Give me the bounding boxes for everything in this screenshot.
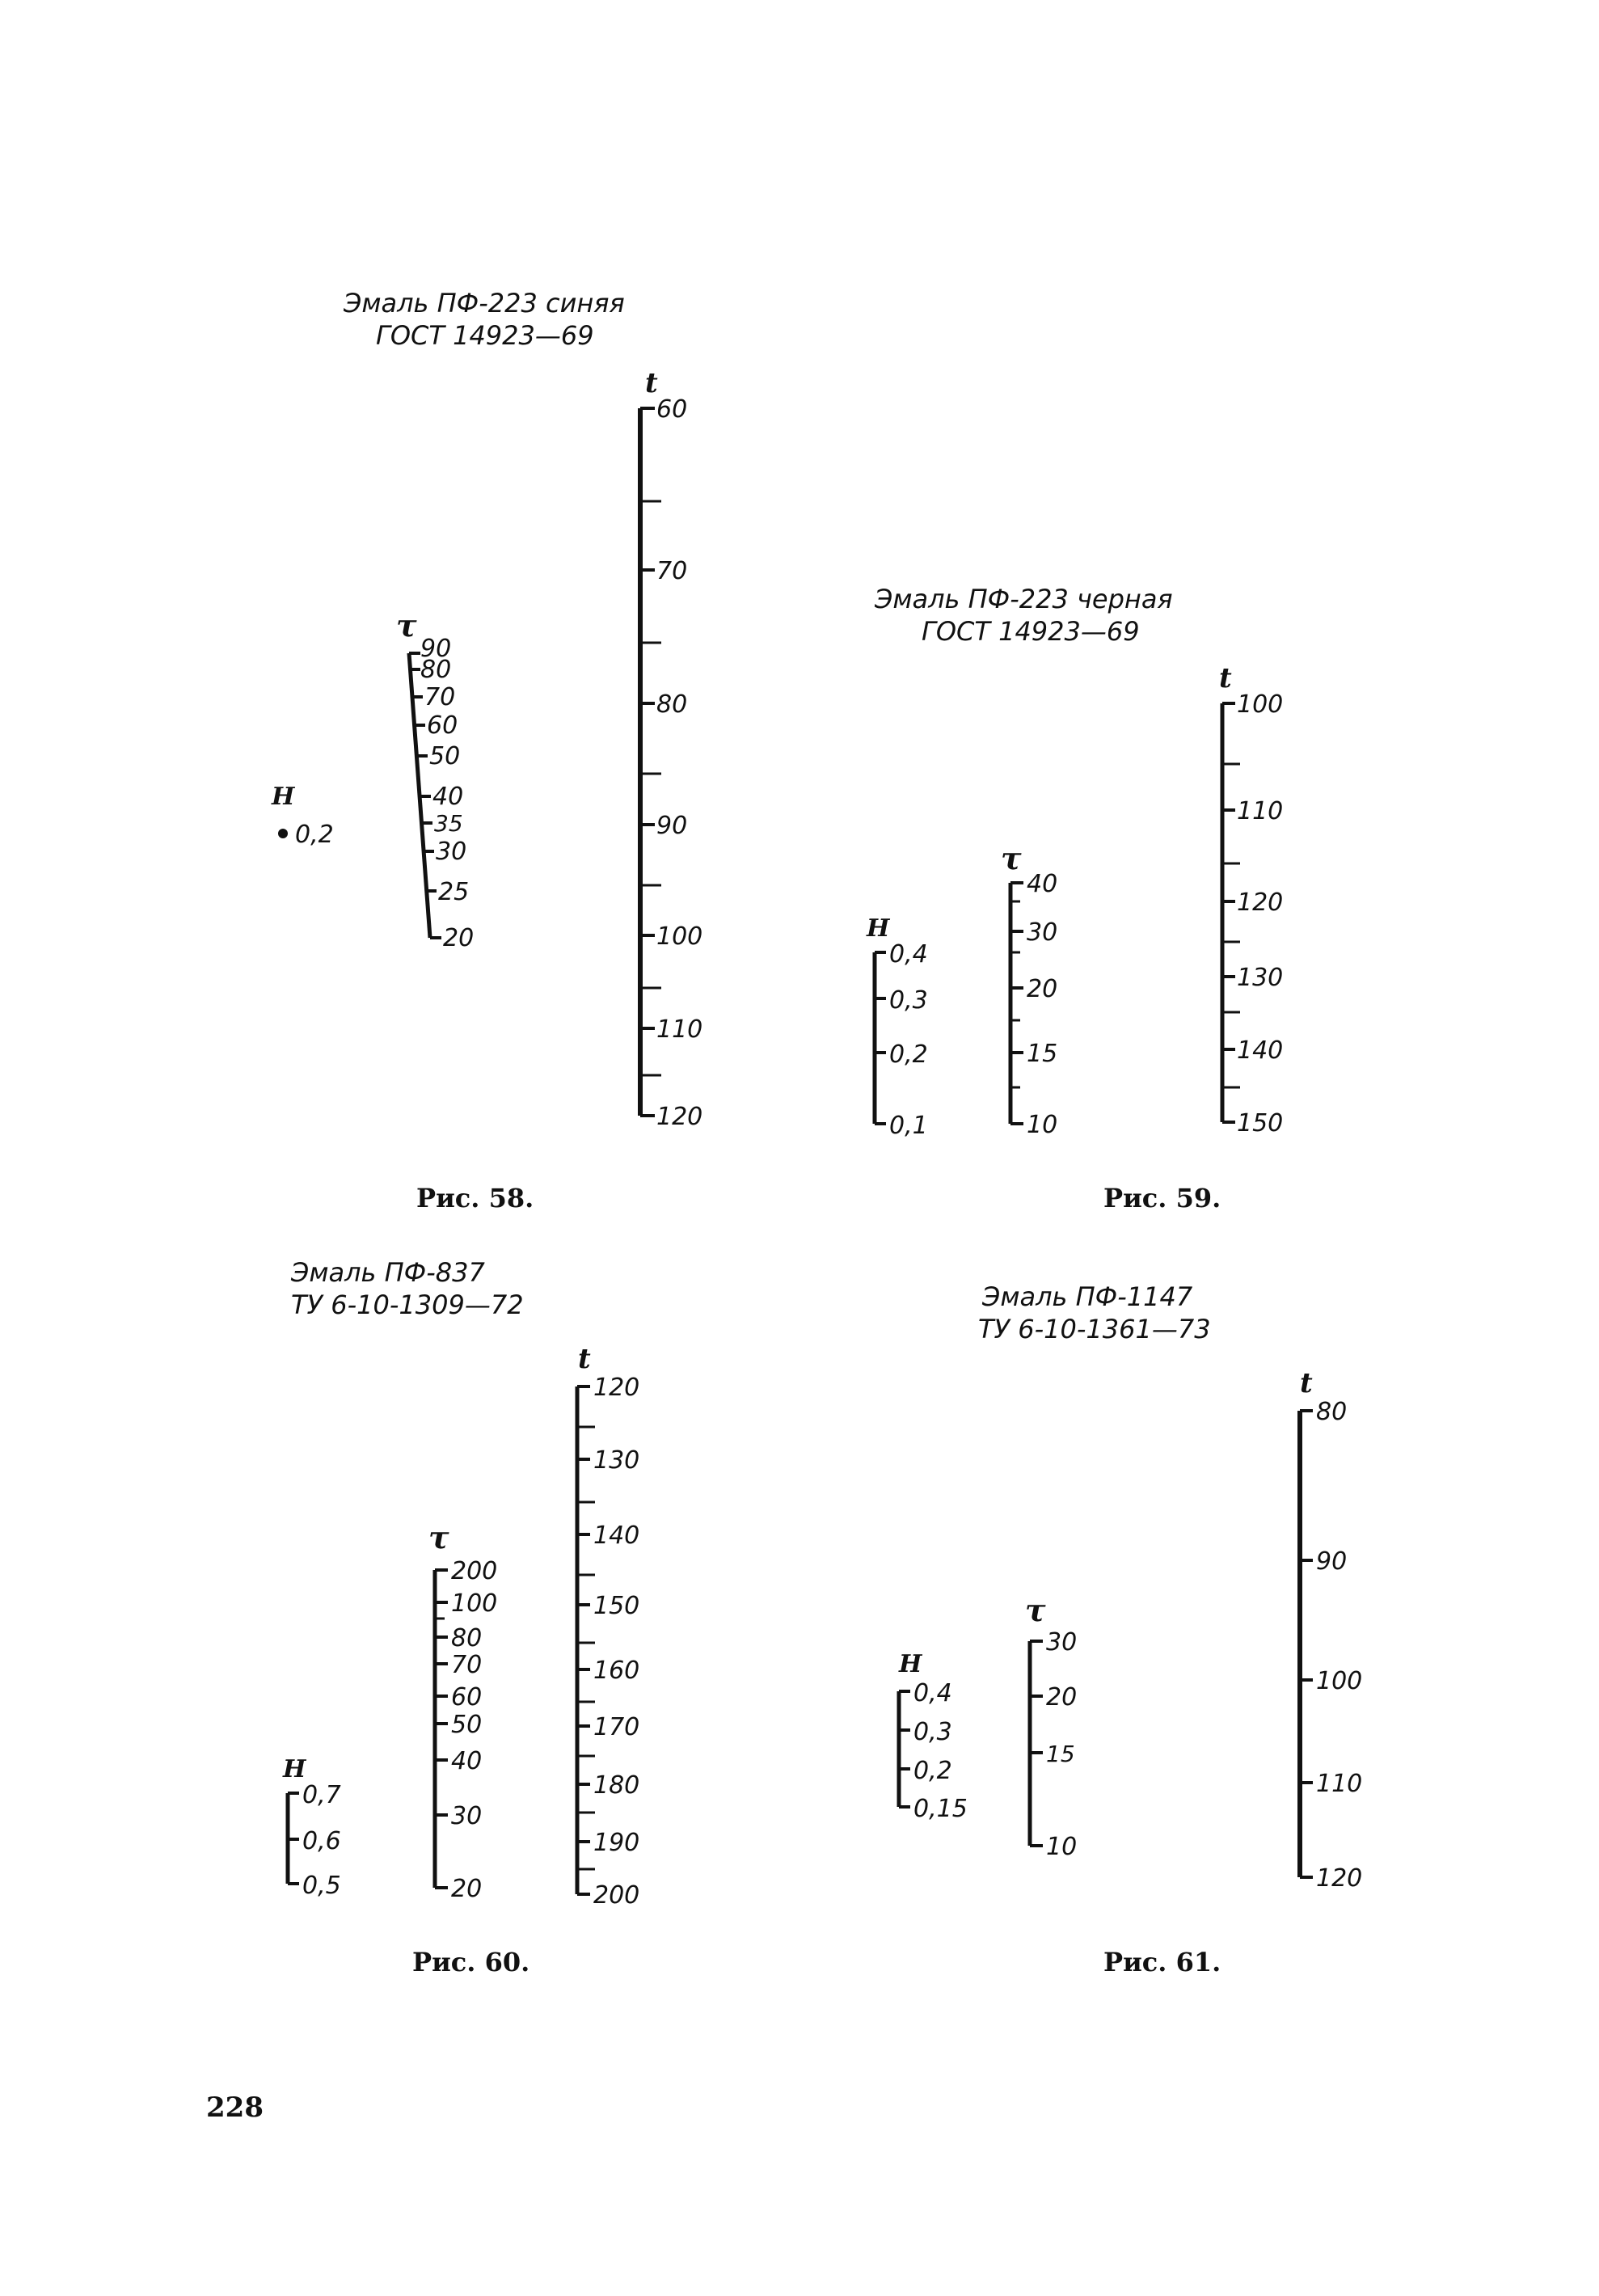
tick-label: 140 — [1237, 1036, 1284, 1065]
tick-label: 130 — [1237, 964, 1284, 992]
axis-symbol: τ — [428, 1519, 449, 1555]
caption-line: ТУ 6-10-1309—72 — [291, 1289, 524, 1320]
caption-line: ТУ 6-10-1361—73 — [978, 1314, 1211, 1344]
point-marker — [278, 829, 288, 838]
tick-label: 100 — [1316, 1667, 1363, 1695]
tick-label: 80 — [420, 656, 452, 684]
tick-label: 90 — [656, 812, 688, 840]
tick-label: 120 — [1316, 1864, 1363, 1893]
tick-label: 110 — [656, 1015, 703, 1044]
caption-line: Эмаль ПФ-1147 — [982, 1281, 1193, 1312]
tick-label: 15 — [1027, 1040, 1058, 1068]
tick-label: 160 — [593, 1657, 640, 1685]
h-scale-60-ticks — [288, 1781, 341, 1900]
tick-label: 40 — [1027, 870, 1058, 898]
axis-symbol: H — [867, 914, 890, 943]
tick-label: 0,2 — [295, 821, 334, 849]
tick-label: 120 — [656, 1103, 703, 1131]
axis-symbol: τ — [1025, 1592, 1046, 1628]
tick-label: 0,7 — [302, 1781, 341, 1809]
figure-label: Рис. 58. — [416, 1183, 534, 1213]
tick-label: 25 — [438, 878, 470, 906]
tick-label: 20 — [1027, 975, 1058, 1003]
figure-label: Рис. 61. — [1103, 1947, 1221, 1977]
tick-label: 0,5 — [302, 1872, 341, 1900]
tau-scale-59-ticks — [1010, 870, 1057, 1139]
tick-label: 20 — [1046, 1683, 1078, 1711]
figure-60 — [282, 1257, 639, 1977]
caption-line: Эмаль ПФ-223 синяя — [344, 288, 625, 319]
tick-label: 0,15 — [913, 1795, 968, 1823]
tick-label: 120 — [593, 1374, 640, 1402]
tick-label: 35 — [434, 810, 463, 837]
tick-label: 30 — [436, 838, 467, 866]
tick-label: 100 — [1237, 690, 1284, 719]
figure-58 — [271, 288, 702, 1213]
tick-label: 150 — [1237, 1109, 1284, 1137]
tick-label: 200 — [593, 1881, 640, 1910]
tick-label: 30 — [1027, 918, 1058, 947]
tick-label: 0,3 — [889, 986, 928, 1015]
tau-scale-61-ticks — [1030, 1628, 1077, 1861]
axis-symbol: τ — [396, 607, 417, 644]
tick-label: 0,3 — [913, 1718, 952, 1746]
axis-symbol: t — [645, 367, 658, 399]
tick-label: 180 — [593, 1771, 640, 1800]
axis-symbol: H — [283, 1755, 306, 1783]
tick-label: 90 — [420, 635, 452, 663]
tick-label: 170 — [593, 1713, 640, 1741]
tick-label: 110 — [1316, 1770, 1363, 1798]
tick-label: 30 — [1046, 1628, 1078, 1657]
tick-label: 0,6 — [302, 1827, 341, 1855]
caption-line: ГОСТ 14923—69 — [376, 320, 594, 351]
tick-label: 10 — [1046, 1833, 1078, 1861]
tick-label: 0,2 — [913, 1757, 952, 1785]
caption-line: Эмаль ПФ-837 — [291, 1257, 485, 1288]
tick-label: 40 — [432, 783, 464, 811]
tick-label: 60 — [427, 711, 458, 740]
tick-label: 40 — [451, 1747, 483, 1775]
figure-label: Рис. 60. — [412, 1947, 530, 1977]
tick-label: 120 — [1237, 888, 1284, 917]
tick-label: 0,2 — [889, 1040, 928, 1069]
tau-scale-60-ticks — [435, 1557, 497, 1903]
figure-59 — [866, 584, 1283, 1213]
tick-label: 130 — [593, 1446, 640, 1475]
axis-symbol: H — [899, 1650, 922, 1678]
axis-symbol: τ — [1001, 840, 1022, 876]
page-number: 228 — [206, 2091, 264, 2124]
t-scale-59-ticks — [1222, 690, 1283, 1137]
tick-label: 190 — [593, 1829, 640, 1857]
caption-line: ГОСТ 14923—69 — [922, 616, 1140, 647]
tick-label: 20 — [451, 1875, 483, 1903]
tick-label: 0,4 — [889, 940, 928, 969]
tick-label: 150 — [593, 1592, 640, 1620]
axis-symbol: t — [578, 1343, 591, 1375]
tick-label: 0,1 — [889, 1112, 928, 1140]
h-scale-59-ticks — [875, 940, 928, 1140]
axis-symbol: H — [272, 783, 295, 811]
tick-label: 90 — [1316, 1547, 1348, 1576]
h-scale-61-ticks — [899, 1679, 968, 1823]
axis-symbol: t — [1219, 662, 1232, 694]
caption-line: Эмаль ПФ-223 черная — [875, 584, 1173, 614]
figure-61 — [898, 1281, 1362, 1977]
tick-label: 140 — [593, 1522, 640, 1550]
tick-label: 30 — [451, 1802, 483, 1830]
tick-label: 60 — [451, 1683, 483, 1711]
figure-label: Рис. 59. — [1103, 1183, 1221, 1213]
axis-symbol: t — [1300, 1367, 1313, 1399]
tick-label: 100 — [451, 1589, 498, 1618]
tick-label: 20 — [443, 924, 475, 952]
tick-label: 200 — [451, 1557, 498, 1585]
tick-label: 80 — [656, 690, 688, 719]
tick-label: 110 — [1237, 797, 1284, 825]
tick-label: 0,4 — [913, 1679, 952, 1707]
tick-label: 60 — [656, 395, 688, 424]
t-scale-58-ticks — [640, 395, 702, 1131]
tick-label: 50 — [429, 742, 461, 770]
tick-label: 50 — [451, 1711, 483, 1739]
tick-label: 70 — [451, 1651, 483, 1679]
t-scale-60-ticks — [577, 1374, 639, 1910]
t-scale-61-ticks — [1300, 1398, 1362, 1893]
tick-label: 15 — [1046, 1741, 1075, 1767]
tick-label: 80 — [451, 1624, 483, 1652]
tick-label: 70 — [656, 557, 688, 585]
tick-label: 10 — [1027, 1111, 1058, 1139]
tick-label: 70 — [424, 683, 456, 711]
tick-label: 100 — [656, 922, 703, 951]
tick-label: 80 — [1316, 1398, 1348, 1426]
